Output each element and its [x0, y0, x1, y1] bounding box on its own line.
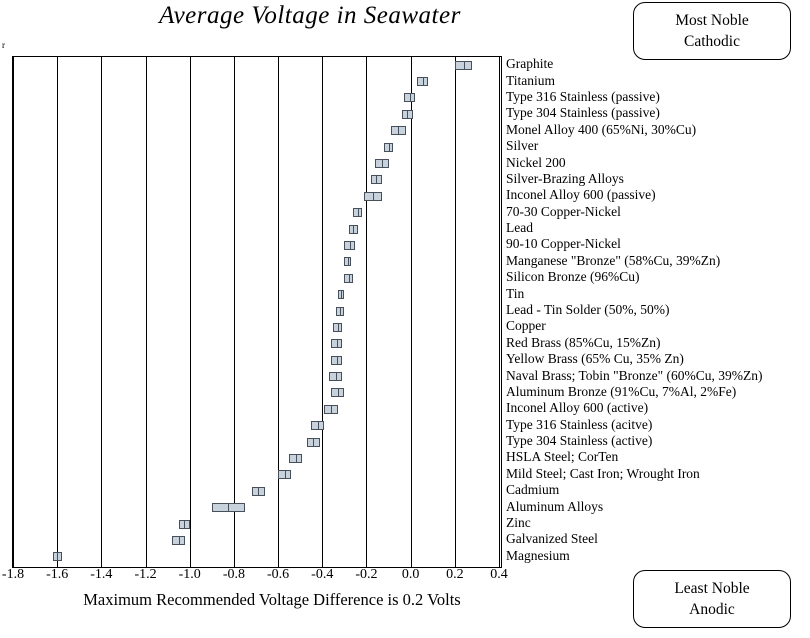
- category-label: Type 316 Stainless (passive): [506, 88, 660, 104]
- gridline: [101, 57, 102, 567]
- x-tick-label: -1.0: [178, 567, 201, 582]
- data-marker: [324, 405, 337, 414]
- x-tick-label: -0.6: [266, 567, 290, 582]
- x-tick-label: -0.4: [311, 567, 334, 582]
- category-label: Graphite: [506, 56, 554, 72]
- data-marker: [384, 143, 393, 152]
- x-tick-label: -0.8: [222, 567, 245, 582]
- x-tick-label: -1.4: [90, 567, 113, 582]
- data-marker: [344, 274, 353, 283]
- gridline: [499, 57, 500, 567]
- gridline: [366, 57, 367, 567]
- page-title: Average Voltage in Seawater: [159, 2, 461, 29]
- data-marker: [417, 77, 428, 86]
- gridline: [455, 57, 456, 567]
- data-marker: [333, 323, 342, 332]
- x-tick-label: -1.2: [134, 567, 157, 582]
- data-marker: [212, 503, 245, 512]
- category-label: Type 304 Stainless (passive): [506, 105, 660, 121]
- data-marker: [391, 126, 406, 135]
- category-label: Silver: [506, 138, 539, 154]
- callout-least-noble-line2: Anodic: [689, 601, 735, 618]
- gridline: [190, 57, 191, 567]
- x-tick-label: 0.4: [490, 567, 508, 582]
- callout-most-noble: [633, 2, 791, 60]
- data-marker: [402, 110, 413, 119]
- data-marker: [371, 175, 382, 184]
- category-label: Yellow Brass (65% Cu, 35% Zn): [506, 351, 684, 367]
- gridline: [146, 57, 147, 567]
- category-label: Nickel 200: [506, 154, 566, 170]
- category-label: Manganese "Bronze" (58%Cu, 39%Zn): [506, 252, 721, 268]
- category-label: Aluminum Bronze (91%Cu, 7%Al, 2%Fe): [506, 383, 737, 399]
- x-tick-label: -1.8: [1, 567, 25, 582]
- data-marker: [349, 225, 358, 234]
- category-label: Inconel Alloy 600 (passive): [506, 187, 656, 203]
- data-marker: [375, 159, 388, 168]
- corner-tick: r: [2, 40, 5, 50]
- category-label: Aluminum Alloys: [506, 498, 604, 514]
- gridline: [278, 57, 279, 567]
- data-marker: [179, 520, 190, 529]
- data-marker: [172, 536, 185, 545]
- category-label: Monel Alloy 400 (65%Ni, 30%Cu): [506, 121, 697, 137]
- category-label: Copper: [506, 318, 546, 334]
- category-label: Magnesium: [506, 547, 570, 563]
- data-marker: [344, 241, 355, 250]
- data-marker: [364, 192, 382, 201]
- x-tick-label: -0.2: [355, 567, 378, 582]
- data-marker: [353, 208, 362, 217]
- data-marker: [344, 257, 351, 266]
- category-label: Red Brass (85%Cu, 15%Zn): [506, 334, 661, 350]
- data-marker: [289, 454, 302, 463]
- data-marker: [307, 438, 320, 447]
- category-label: Silver-Brazing Alloys: [506, 170, 624, 186]
- data-marker: [53, 552, 62, 561]
- category-label: Mild Steel; Cast Iron; Wrought Iron: [506, 465, 700, 481]
- callout-least-noble-line1: Least Noble: [674, 580, 750, 597]
- category-label: Galvanized Steel: [506, 531, 598, 547]
- category-label: Type 316 Stainless (acitve): [506, 416, 653, 432]
- category-label: 70-30 Copper-Nickel: [506, 203, 621, 219]
- axis-note: Maximum Recommended Voltage Difference is 0.2 Volts: [83, 590, 461, 609]
- category-label: Tin: [506, 285, 525, 301]
- gridline: [234, 57, 235, 567]
- category-label: Titanium: [506, 72, 556, 88]
- category-labels: [506, 56, 806, 568]
- x-axis: [1, 567, 508, 587]
- x-tick-label: -1.6: [46, 567, 69, 582]
- gridline: [57, 57, 58, 567]
- category-label: Zinc: [506, 515, 531, 531]
- category-label: Cadmium: [506, 482, 560, 498]
- gridline: [322, 57, 323, 567]
- category-label: Naval Brass; Tobin "Bronze" (60%Cu, 39%Zn): [506, 367, 763, 383]
- gridline: [13, 57, 14, 567]
- callout-most-noble-line1: Most Noble: [675, 12, 749, 29]
- category-label: Inconel Alloy 600 (active): [506, 400, 649, 416]
- category-label: Type 304 Stainless (active): [506, 433, 653, 449]
- callout-most-noble-line2: Cathodic: [684, 33, 740, 50]
- data-marker: [404, 93, 415, 102]
- category-label: Lead - Tin Solder (50%, 50%): [506, 302, 670, 317]
- plot-area: [12, 56, 502, 568]
- category-label: 90-10 Copper-Nickel: [506, 236, 621, 252]
- data-marker: [455, 61, 473, 70]
- category-label: HSLA Steel; CorTen: [506, 449, 619, 465]
- category-label: Lead: [506, 220, 533, 236]
- category-label: Silicon Bronze (96%Cu): [506, 269, 640, 285]
- data-marker: [331, 356, 342, 365]
- data-marker: [331, 339, 342, 348]
- gridline: [411, 57, 412, 567]
- callout-least-noble: [633, 570, 791, 628]
- data-marker: [311, 421, 324, 430]
- data-marker: [278, 470, 291, 479]
- data-marker: [336, 307, 345, 316]
- data-marker: [331, 388, 344, 397]
- x-tick-label: 0.0: [401, 567, 420, 582]
- data-marker: [338, 290, 344, 299]
- data-marker: [329, 372, 342, 381]
- data-marker: [252, 487, 265, 496]
- x-tick-label: 0.2: [446, 567, 464, 582]
